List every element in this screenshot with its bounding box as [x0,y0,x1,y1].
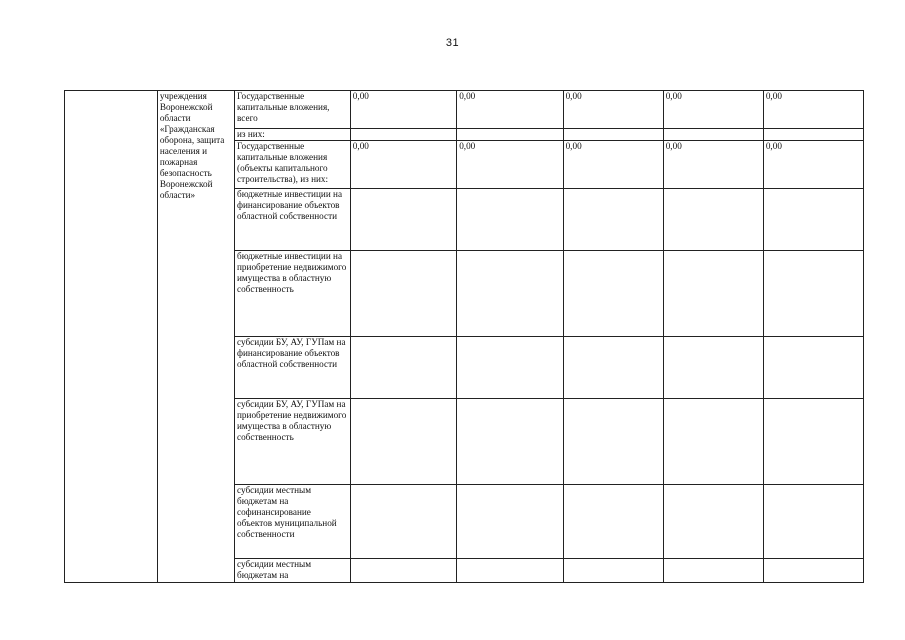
row-label: субсидии местным бюджетам на софинансирование объектов муниципальной собственности [235,485,351,559]
empty-first-column [65,91,158,583]
row-label: субсидии местным бюджетам на [235,559,351,583]
value-cell: 0,00 [663,141,763,189]
value-cell [663,129,763,141]
row-label: Государственные капитальные вложения (объекты капитального строительства), из них: [235,141,351,189]
value-cell [457,337,563,399]
value-cell [663,559,763,583]
value-cell: 0,00 [563,141,663,189]
value-cell [350,399,456,485]
value-cell: 0,00 [663,91,763,129]
value-cell [763,189,863,251]
value-cell: 0,00 [350,141,456,189]
table-row [65,91,864,129]
value-cell: 0,00 [563,91,663,129]
value-cell [763,337,863,399]
value-cell [763,485,863,559]
value-cell [457,189,563,251]
value-cell [457,129,563,141]
value-cell [763,129,863,141]
row-label: Государственные капитальные вложения, всего [235,91,351,129]
value-cell: 0,00 [763,141,863,189]
value-cell [563,559,663,583]
organization-cell: учреждения Воронежской области «Гражданская оборона, защита населения и пожарная безопасность Воронежской области» [157,91,234,583]
value-cell: 0,00 [350,91,456,129]
row-label: бюджетные инвестиции на приобретение недвижимого имущества в областную собственность [235,251,351,337]
value-cell [763,251,863,337]
value-cell: 0,00 [457,141,563,189]
value-cell [563,189,663,251]
row-label: из них: [235,129,351,141]
row-label: бюджетные инвестиции на финансирование объектов областной собственности [235,189,351,251]
value-cell [457,251,563,337]
value-cell [350,559,456,583]
value-cell: 0,00 [763,91,863,129]
value-cell [563,129,663,141]
budget-table [64,90,864,583]
value-cell [563,485,663,559]
value-cell [457,559,563,583]
value-cell [350,251,456,337]
value-cell [663,189,763,251]
value-cell: 0,00 [457,91,563,129]
value-cell [663,485,763,559]
value-cell [563,399,663,485]
value-cell [350,485,456,559]
value-cell [563,251,663,337]
value-cell [350,337,456,399]
row-label: субсидии БУ, АУ, ГУПам на финансирование объектов областной собственности [235,337,351,399]
value-cell [763,559,863,583]
value-cell [350,189,456,251]
value-cell [563,337,663,399]
value-cell [663,251,763,337]
page-number: 31 [445,37,460,49]
value-cell [763,399,863,485]
value-cell [663,337,763,399]
value-cell [350,129,456,141]
value-cell [457,399,563,485]
row-label: субсидии БУ, АУ, ГУПам на приобретение недвижимого имущества в областную собственность [235,399,351,485]
value-cell [663,399,763,485]
value-cell [457,485,563,559]
